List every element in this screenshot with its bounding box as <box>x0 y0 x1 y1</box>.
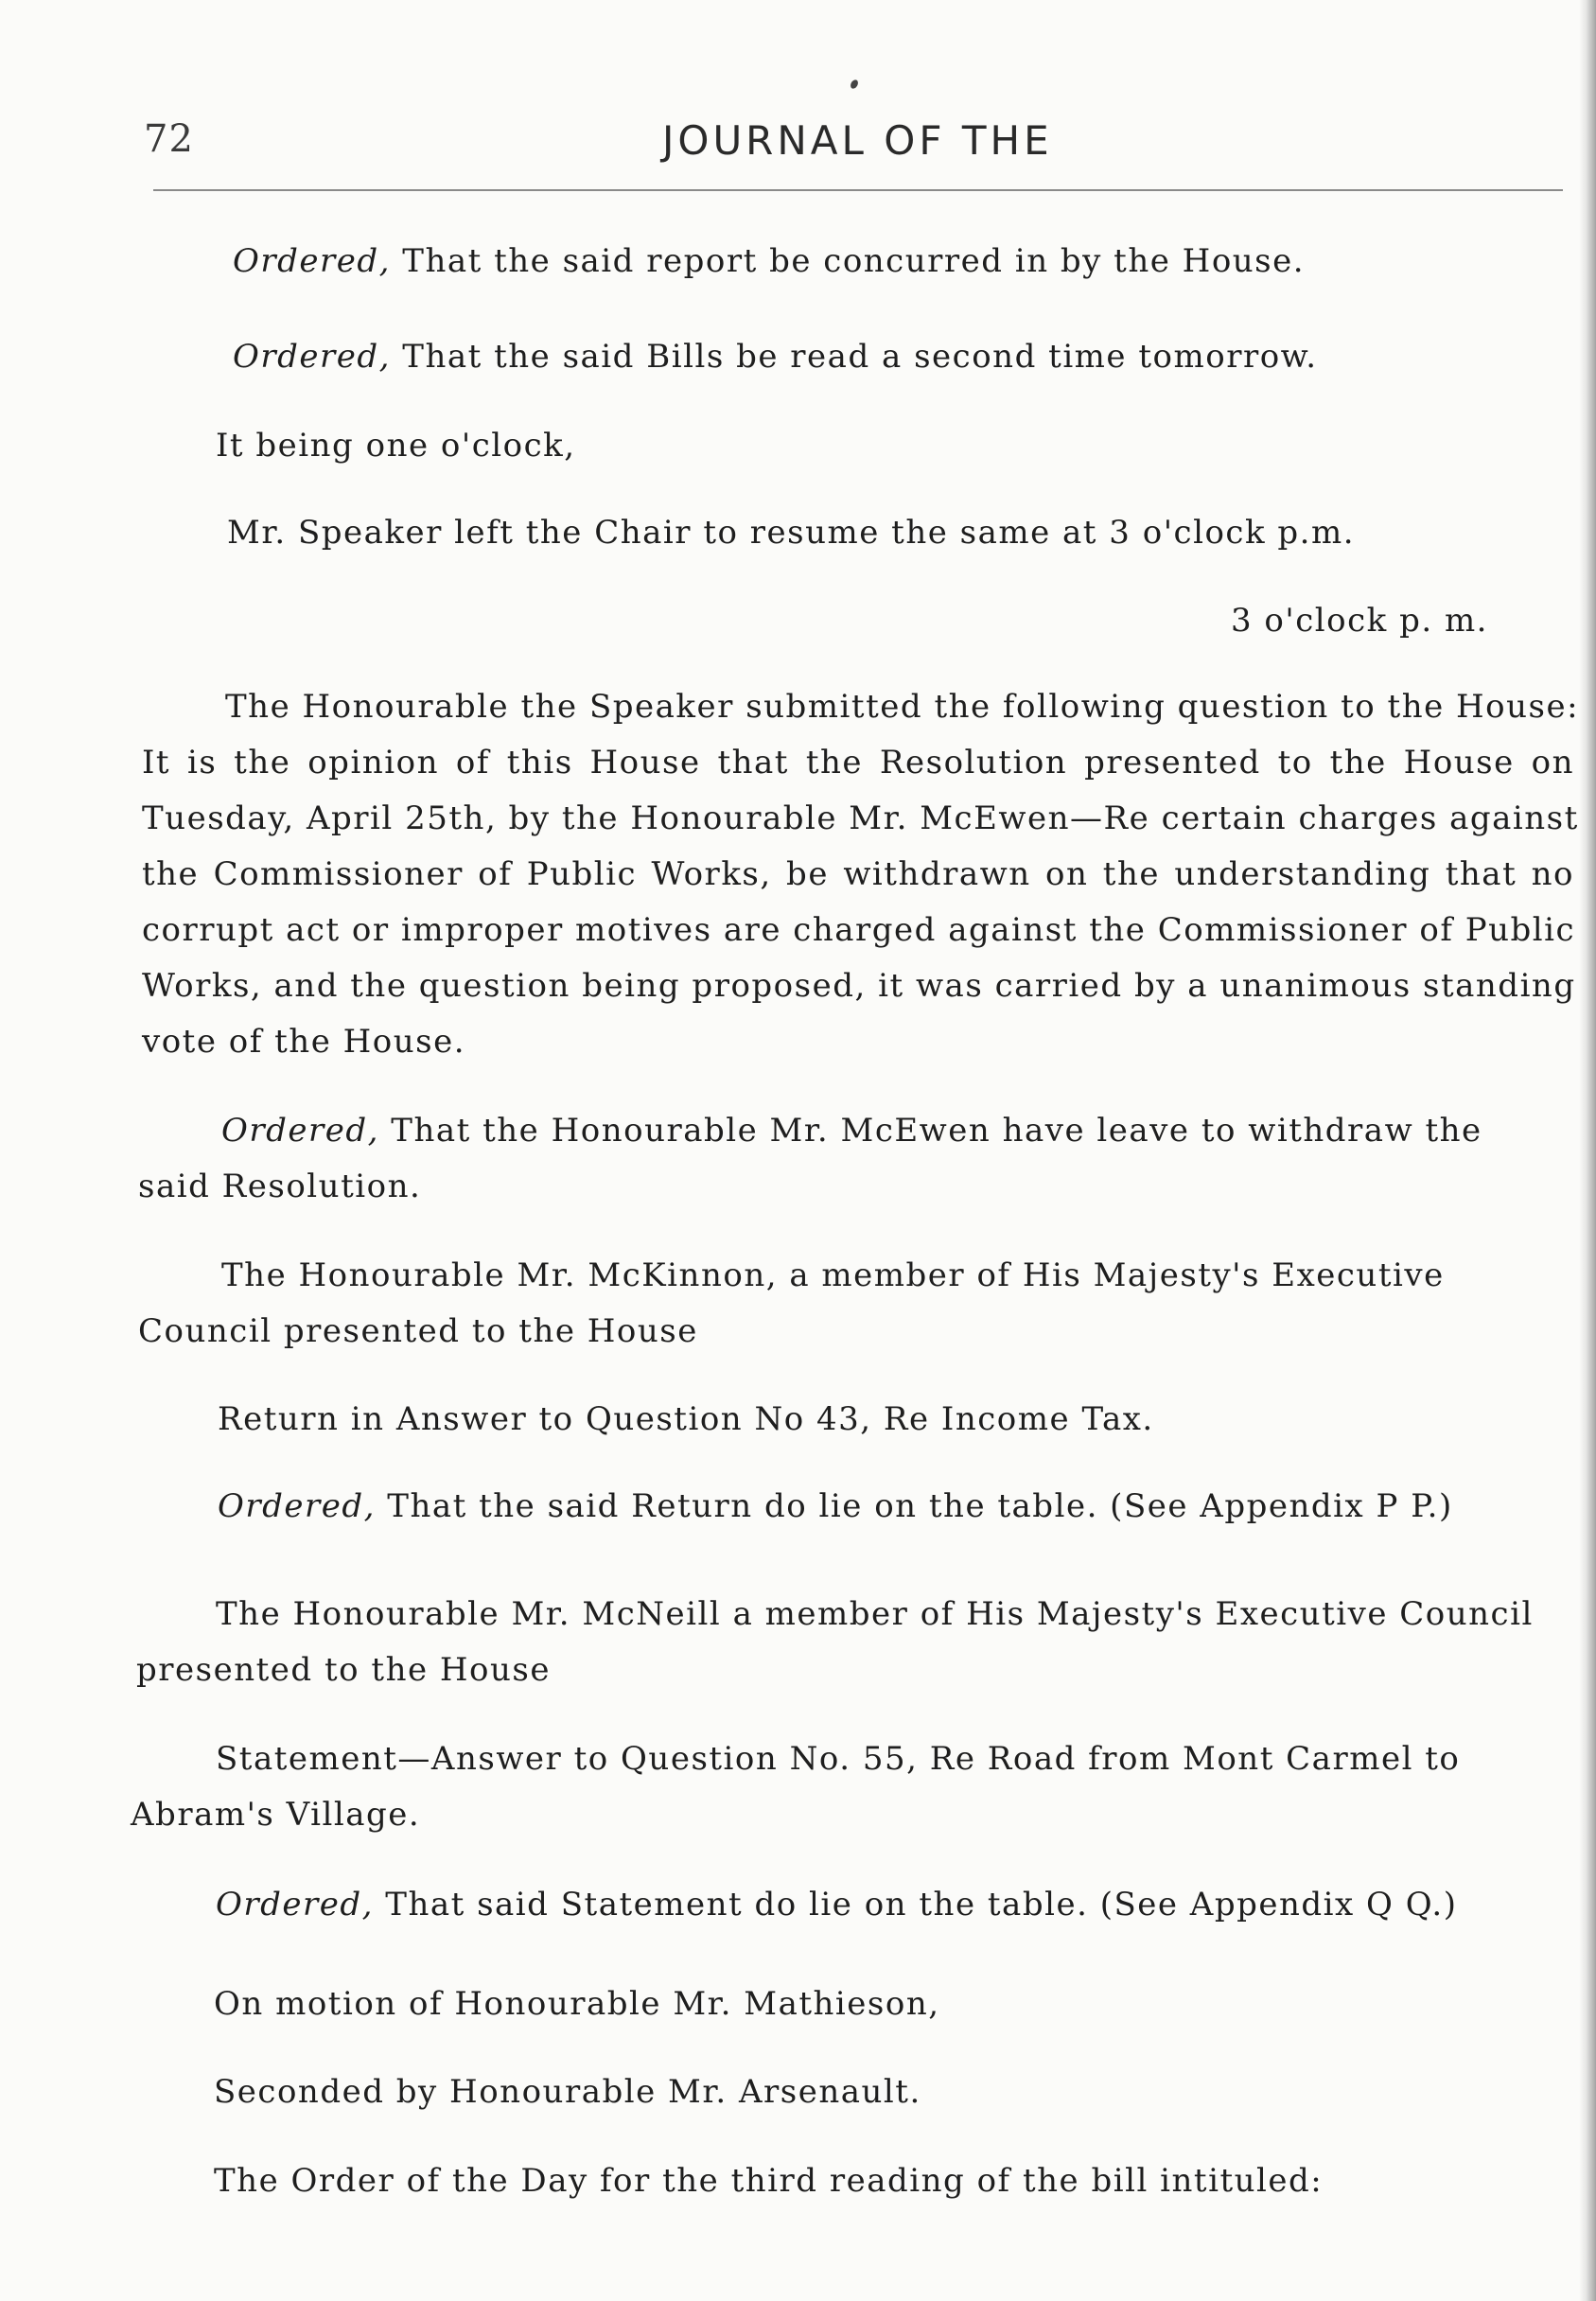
paragraph-mcneill-line-2: presented to the House <box>136 1651 551 1689</box>
ordered-lead: Ordered, <box>233 338 391 376</box>
paragraph-ordered-withdraw-line-1 <box>221 1112 1482 1150</box>
paragraph-speaker-left: Mr. Speaker left the Chair to resume the same at 3 o'clock p.m. <box>227 514 1355 552</box>
speaker-question-line-2 <box>142 744 1574 782</box>
speaker-question-line-7: vote of the House. <box>142 1023 466 1061</box>
paragraph-text: It is the opinion of this House that the Resolution presented to the House on <box>142 744 1574 782</box>
paragraph-text: That the said Bills be read a second time tomorrow. <box>390 338 1318 376</box>
speaker-question-line-6 <box>142 967 1574 1005</box>
paragraph-motion: On motion of Honourable Mr. Mathieson, <box>214 1985 940 2023</box>
paragraph-text: That the said Return do lie on the table. (See Appendix P P.) <box>375 1487 1453 1525</box>
paragraph-text: That the said report be concurred in by the House. <box>390 242 1306 280</box>
paragraph-ordered-report <box>233 242 1305 280</box>
paragraph-text: The Honourable the Speaker submitted the following question to the House: <box>225 688 1580 726</box>
speaker-question-line-5 <box>142 911 1574 949</box>
speaker-question-line-3 <box>142 799 1579 837</box>
ordered-lead: Ordered, <box>221 1112 379 1150</box>
ordered-lead: Ordered, <box>216 1886 374 1923</box>
paragraph-ordered-withdraw-line-2: said Resolution. <box>138 1168 422 1205</box>
paragraph-ordered-bills <box>233 338 1318 376</box>
header-rule <box>153 189 1563 191</box>
ink-mark <box>849 79 859 90</box>
paragraph-mckinnon-line-1: The Honourable Mr. McKinnon, a member of His Majesty's Executive <box>221 1256 1445 1294</box>
page-edge-shadow <box>1579 0 1596 2301</box>
running-head: JOURNAL OF THE <box>662 117 1053 164</box>
speaker-question-line-1 <box>225 688 1580 726</box>
ordered-lead: Ordered, <box>218 1487 376 1525</box>
paragraph-one-oclock: It being one o'clock, <box>216 427 576 465</box>
paragraph-statement-line-1: Statement—Answer to Question No. 55, Re Road from Mont Carmel to <box>216 1740 1461 1778</box>
paragraph-seconded: Seconded by Honourable Mr. Arsenault. <box>214 2073 921 2111</box>
time-mark: 3 o'clock p. m. <box>1230 602 1488 640</box>
paragraph-mckinnon-line-2: Council presented to the House <box>138 1312 698 1350</box>
paragraph-ordered-return <box>218 1487 1453 1525</box>
speaker-question-line-4 <box>142 855 1574 893</box>
paragraph-statement-line-2: Abram's Village. <box>131 1796 421 1834</box>
page-number: 72 <box>144 117 194 161</box>
paragraph-return-income-tax: Return in Answer to Question No 43, Re Income Tax. <box>218 1400 1154 1438</box>
paragraph-ordered-statement <box>216 1886 1457 1923</box>
paragraph-order-of-day: The Order of the Day for the third reading of the bill intituled: <box>214 2162 1324 2200</box>
paragraph-mcneill-line-1: The Honourable Mr. McNeill a member of His Majesty's Executive Council <box>216 1595 1534 1633</box>
paragraph-text: Works, and the question being proposed, it was carried by a unanimous standing <box>142 967 1576 1005</box>
ordered-lead: Ordered, <box>233 242 391 280</box>
paragraph-text: the Commissioner of Public Works, be withdrawn on the understanding that no <box>142 855 1574 893</box>
paragraph-text: That said Statement do lie on the table. (See Appendix Q Q.) <box>373 1886 1458 1923</box>
paragraph-text: corrupt act or improper motives are charged against the Commissioner of Public <box>142 911 1576 949</box>
paragraph-text: That the Honourable Mr. McEwen have leave to withdraw the <box>378 1112 1482 1150</box>
paragraph-text: Tuesday, April 25th, by the Honourable Mr. McEwen—Re certain charges against <box>142 799 1579 837</box>
